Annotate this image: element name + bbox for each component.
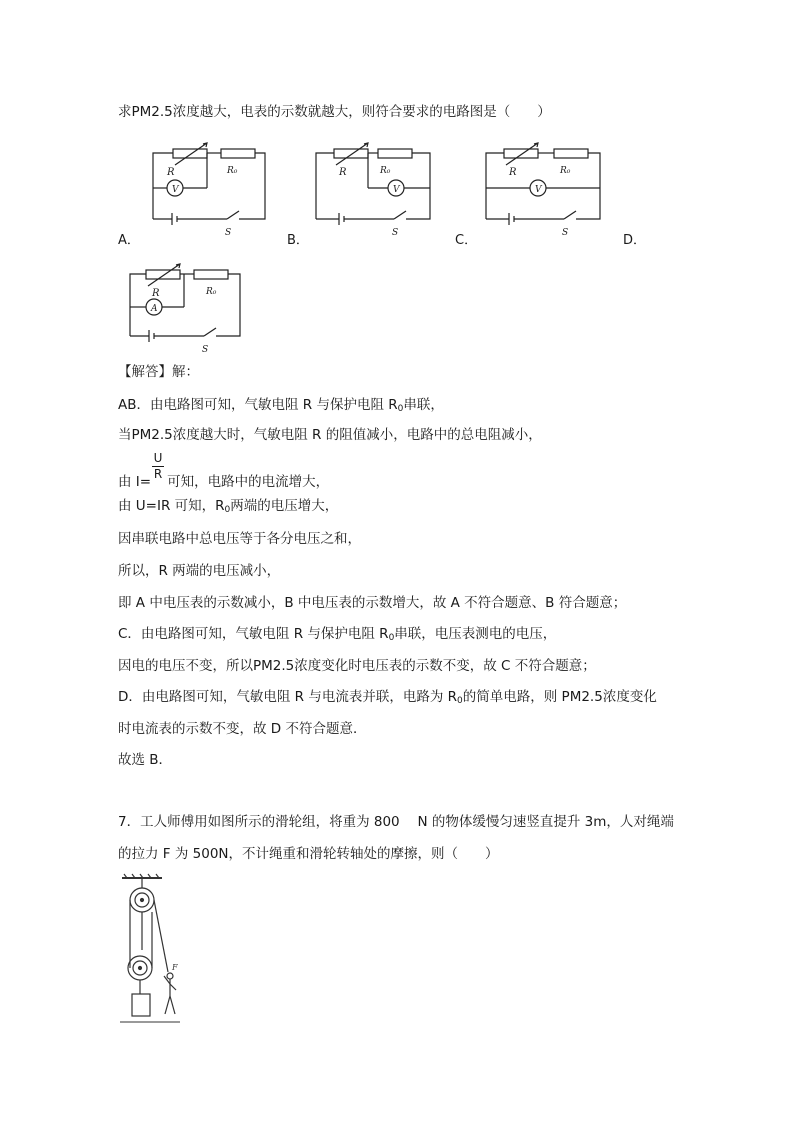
answer-line-8: C．由电路图可知，气敏电阻 R 与保护电阻 $R_0$串联，电压表测电的电压，: [118, 626, 557, 643]
svg-text:V: V: [393, 185, 400, 195]
circuit-diagram-a: [145, 143, 269, 238]
svg-text:R: R: [152, 288, 160, 299]
answer-heading: 【解答】解：: [118, 364, 199, 380]
answer-line-7: 即 A 中电压表的示数减小，B 中电压表的示数增大，故 A 不符合题意、B 符合题意；: [118, 595, 627, 611]
svg-text:R₀: R₀: [560, 166, 571, 176]
svg-text:R₀: R₀: [206, 287, 217, 297]
load-box: [132, 994, 150, 1016]
option-b-label: B．: [287, 233, 309, 248]
answer-line-6: 所以，R 两端的电压减小，: [118, 563, 281, 579]
label-r: R: [167, 167, 175, 178]
svg-text:R₀: R₀: [380, 166, 391, 176]
question-7-line-1: 7．工人师傅用如图所示的滑轮组，将重为 800 N 的物体缓慢匀速竖直提升 3m，人对绳端: [118, 814, 674, 830]
answer-line-3: 由 I= 可知，电路中的电流增大，: [118, 474, 330, 490]
label-a: A: [151, 304, 158, 314]
variable-resistor-r: [173, 149, 207, 158]
answer-line-9: 因电的电压不变，所以PM2.5浓度变化时电压表的示数不变，故 C 不符合题意；: [118, 658, 596, 674]
option-a-label: A．: [118, 233, 140, 248]
question-stem: 求PM2.5浓度越大，电表的示数就越大，则符合要求的电路图是（ ）: [118, 104, 551, 120]
label-r0: R₀: [227, 166, 238, 176]
label-v: V: [172, 185, 179, 195]
resistor-r0: [221, 149, 255, 158]
worker-figure: [167, 973, 173, 979]
answer-line-10: D．由电路图可知，气敏电阻 R 与电流表并联，电路为 $R_0$的简单电路，则 PM2.5浓度变化: [118, 689, 657, 706]
option-d-label: D．: [623, 233, 647, 248]
svg-text:R: R: [339, 167, 347, 178]
svg-text:S: S: [562, 228, 569, 238]
answer-line-5: 因串联电路中总电压等于各分电压之和，: [118, 531, 361, 547]
svg-text:V: V: [535, 185, 542, 195]
pulley-system-figure: [118, 872, 184, 1028]
answer-line-12: 故选 B．: [118, 752, 173, 768]
label-s: S: [225, 228, 232, 238]
circuit-diagram-d: [122, 262, 246, 355]
label-f: F: [172, 963, 178, 972]
circuit-diagram-b: [312, 143, 436, 238]
answer-line-11: 时电流表的示数不变，故 D 不符合题意．: [118, 721, 367, 737]
svg-text:R: R: [509, 167, 517, 178]
rope-to-worker: [154, 900, 168, 972]
question-7-line-2: 的拉力 F 为 500N，不计绳重和滑轮转轴处的摩擦，则（ ）: [118, 846, 499, 862]
answer-line-1: AB．由电路图可知，气敏电阻 R 与保护电阻 $R_0$串联，: [118, 397, 444, 414]
option-c-label: C．: [455, 233, 478, 248]
answer-line-4: 由 U=IR 可知，$R_0$两端的电压增大，: [118, 498, 339, 515]
ohm-fraction: U R: [153, 451, 163, 481]
answer-line-2: 当PM2.5浓度越大时，气敏电阻 R 的阻值减小，电路中的总电阻减小，: [118, 427, 542, 443]
circuit-diagram-c: [482, 143, 606, 238]
svg-text:S: S: [392, 228, 399, 238]
svg-text:S: S: [202, 345, 209, 355]
